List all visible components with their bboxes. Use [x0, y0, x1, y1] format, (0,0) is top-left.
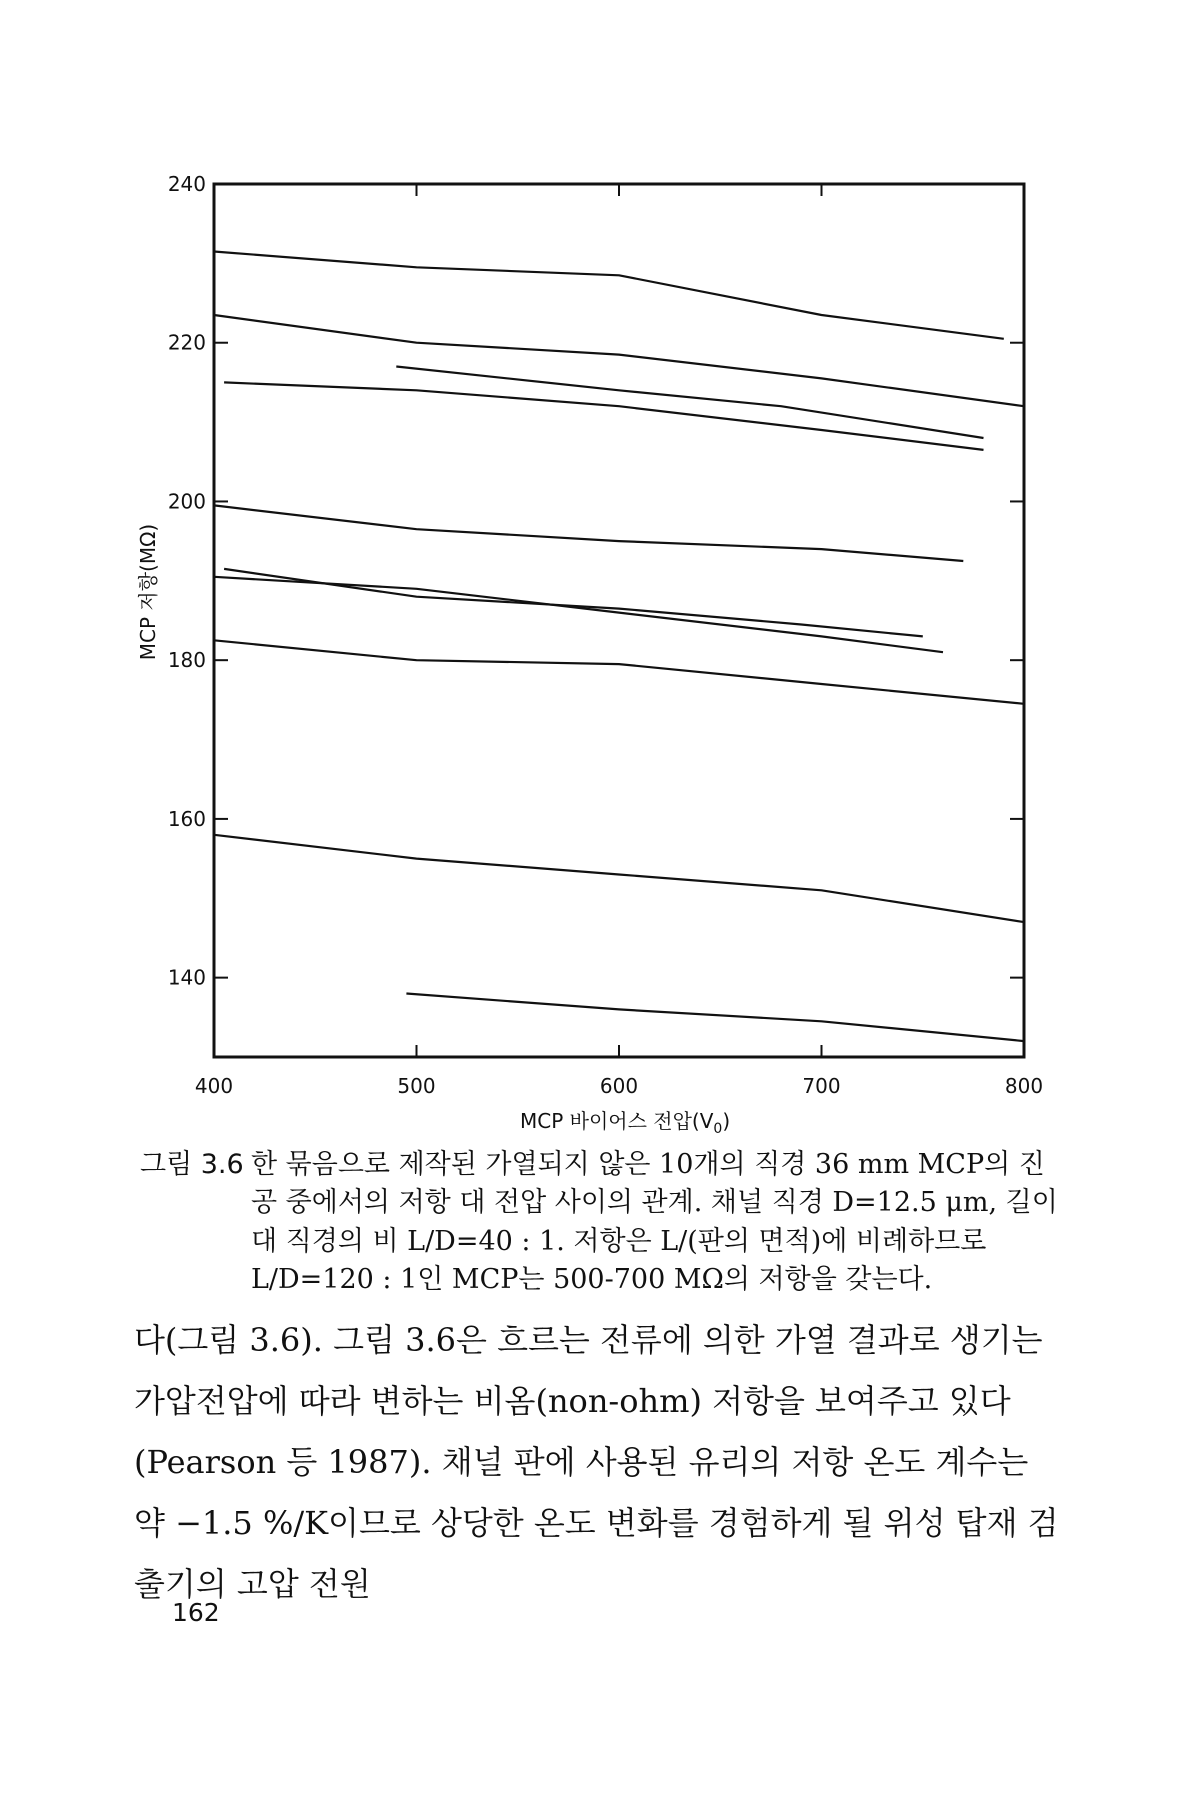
x-tick-label: 400 [194, 1074, 234, 1098]
y-tick-label: 140 [167, 965, 206, 990]
plot-frame [214, 184, 1024, 1057]
series-line-5 [214, 505, 963, 561]
x-tick-labels [195, 1074, 1043, 1098]
y-axis-title: MCP 저항(MΩ) [136, 523, 160, 661]
x-axis-title: MCP 바이어스 전압$(V_0)$ [520, 1109, 731, 1137]
series-line-2 [214, 315, 1024, 406]
series-line-4 [224, 382, 983, 450]
caption-text: 한 묶음으로 제작된 가열되지 않은 10개의 직경 36 mm MCP의 진공 중에서의 저항 대 전압 사이의 관계. 채널 직경 D=12.5 μm, 길이 대 직경의 비 L/D=40 : 1. 저항은 L/(판의 면적)에 비례하므로 L/D=120 : 1인 MCP는 500-700 MΩ의 저항을 갖는다. [251, 1149, 1058, 1295]
axis-ticks [214, 184, 1024, 1057]
series-line-10 [406, 994, 1024, 1042]
series-line-8 [214, 640, 1024, 704]
series-line-6 [224, 569, 923, 637]
x-tick-label: 600 [599, 1074, 639, 1098]
y-tick-label: 240 [167, 172, 206, 196]
caption-label: 그림 3.6 [140, 1149, 244, 1180]
y-tick-label: 160 [167, 806, 206, 831]
y-tick-labels [168, 172, 206, 990]
y-tick-label: 220 [167, 330, 206, 355]
page-number: 162 [172, 1598, 220, 1627]
y-tick-label: 200 [167, 489, 206, 514]
x-tick-label: 500 [397, 1074, 436, 1098]
series-lines [214, 252, 1024, 1042]
series-line-1 [214, 252, 1004, 339]
x-tick-label: 700 [802, 1074, 841, 1098]
series-line-3 [396, 367, 983, 439]
series-line-9 [214, 835, 1024, 922]
x-tick-label: 800 [1004, 1074, 1044, 1098]
y-tick-label: 180 [167, 648, 206, 673]
figure-caption [140, 1146, 1060, 1299]
series-line-7 [214, 577, 943, 652]
body-paragraph: 다(그림 3.6). 그림 3.6은 흐르는 전류에 의한 가열 결과로 생기는 가압전압에 따라 변하는 비옴(non-ohm) 저항을 보여주고 있다(Pearson 등 1987). 채널 판에 사용된 유리의 저항 온도 계수는 약 −1.5 %/K이므로 상당한 온도 변화를 경험하게 될 위성 탑재 검출기의 고압 전원 [134, 1321, 1059, 1603]
